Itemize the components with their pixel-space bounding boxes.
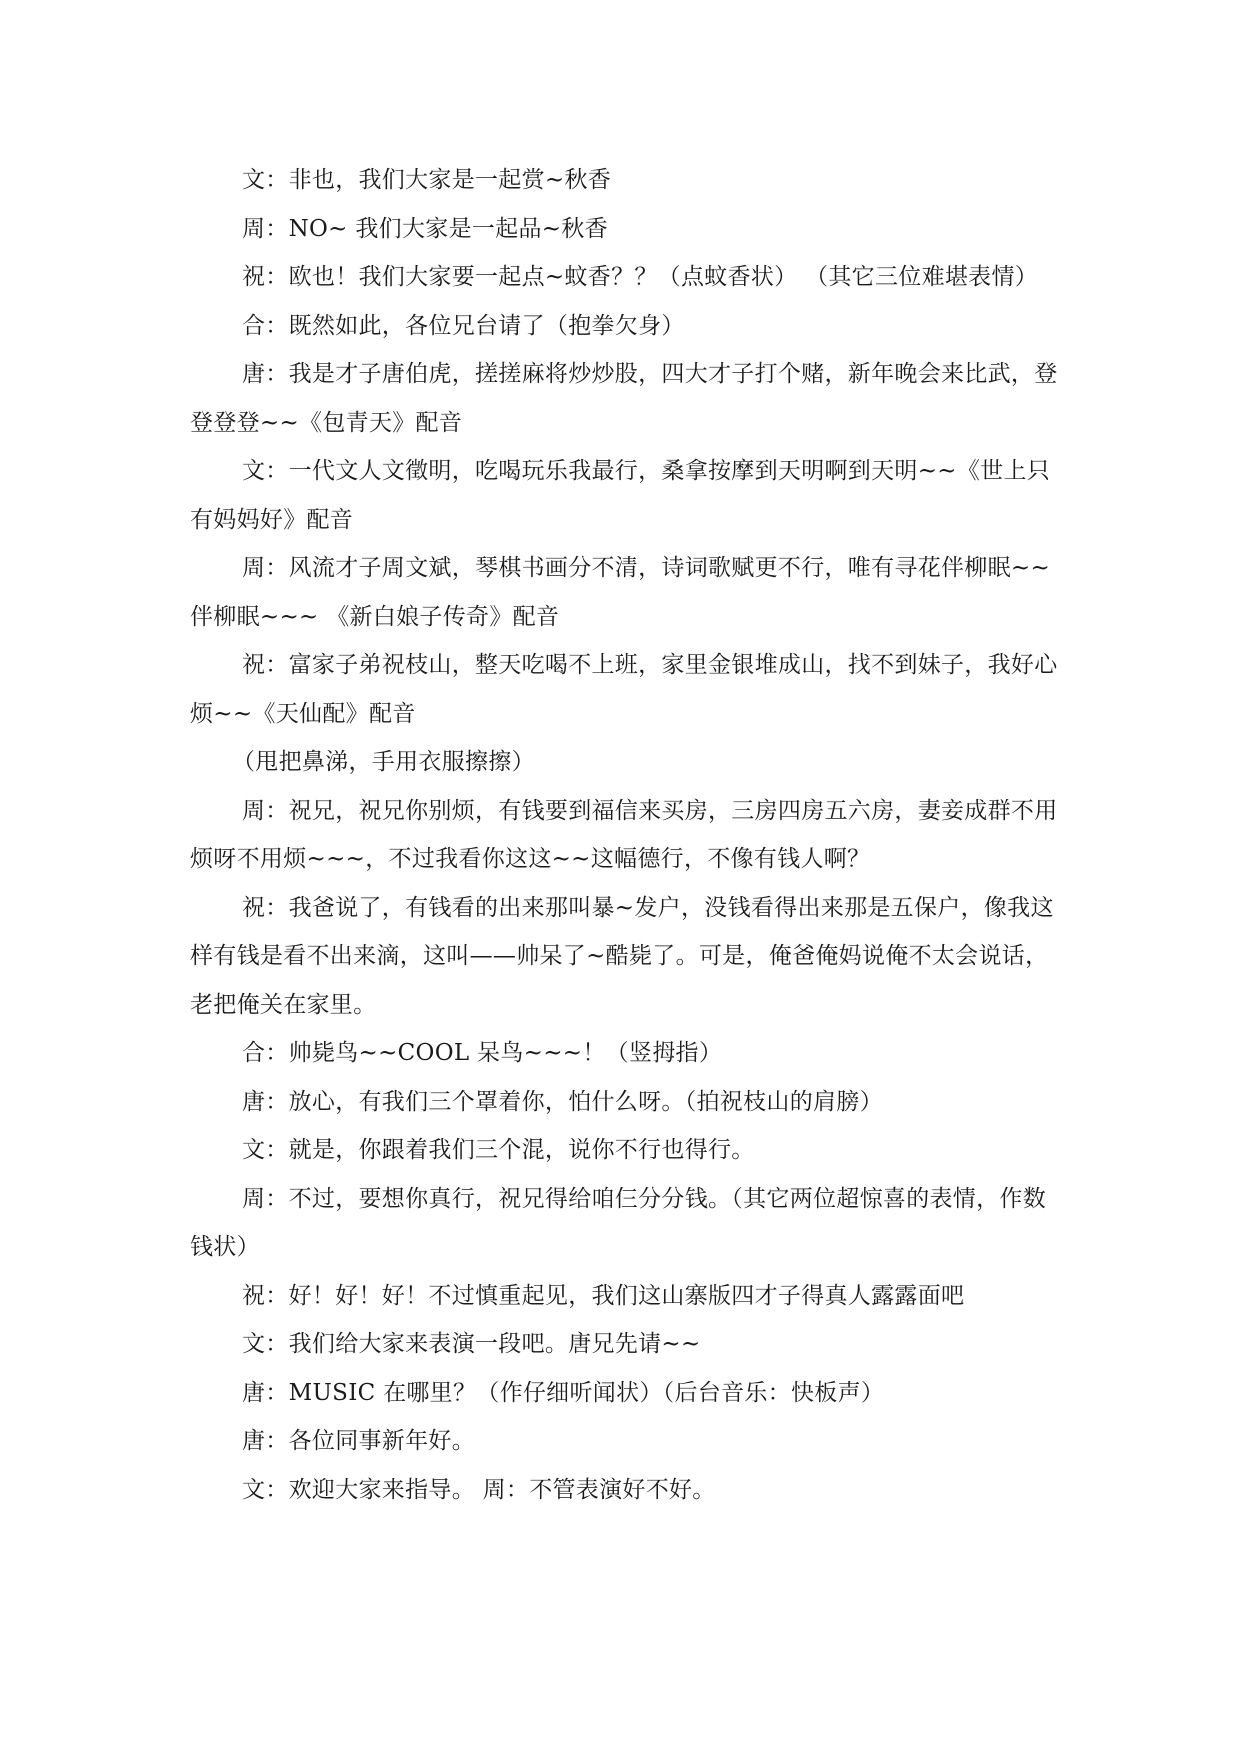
dialogue-line: 周：祝兄，祝兄你别烦，有钱要到福信来买房，三房四房五六房，妻妾成群不用烦呀不用烦~~~，不过我看你这这~~这幅德行，不像有钱人啊？ xyxy=(190,797,1058,872)
dialogue-line: 合：帅毙鸟~~COOL 呆鸟~~~！（竖拇指） xyxy=(242,1040,723,1066)
dialogue-line: 唐：放心，有我们三个罩着你，怕什么呀。（拍祝枝山的肩膀） xyxy=(242,1088,883,1115)
dialogue-line: 文：我们给大家来表演一段吧。唐兄先请~~ xyxy=(242,1331,701,1357)
dialogue-line: 祝：欧也！我们大家要一起点~蚊香？？（点蚊香状） （其它三位难堪表情） xyxy=(242,264,1039,290)
dialogue-line: 祝：好！好！好！不过慎重起见，我们这山寨版四才子得真人露露面吧 xyxy=(242,1282,965,1309)
dialogue-line: 周：NO~ 我们大家是一起品~秋香 xyxy=(242,215,608,242)
dialogue-line: 祝：我爸说了，有钱看的出来那叫暴~发户，没钱看得出来那是五保户，像我这样有钱是看不出来滴，这叫——帅呆了~酷毙了。可是，俺爸俺妈说俺不太会说话，老把俺关在家里。 xyxy=(190,894,1054,1018)
dialogue-line: 文：就是，你跟着我们三个混，说你不行也得行。 xyxy=(242,1137,755,1163)
dialogue-line: 文：一代文人文徵明，吃喝玩乐我最行，桑拿按摩到天明啊到天明~~《世上只有妈妈好》配音 xyxy=(190,458,1051,533)
dialogue-line: 唐：各位同事新年好。 xyxy=(242,1428,475,1454)
dialogue-line: 文：欢迎大家来指导。 周：不管表演好不好。 xyxy=(242,1476,716,1503)
script-body xyxy=(190,156,1062,1514)
dialogue-line: 祝：富家子弟祝枝山，整天吃喝不上班，家里金银堆成山，找不到妹子，我好心烦~~《天仙配》配音 xyxy=(190,652,1058,727)
dialogue-line: 合：既然如此，各位兄台请了（抱拳欠身） xyxy=(242,312,685,339)
dialogue-line: 周：不过，要想你真行，祝兄得给咱仨分分钱。（其它两位超惊喜的表情，作数钱状） xyxy=(190,1185,1046,1260)
dialogue-line: 唐：MUSIC 在哪里？（作仔细听闻状）（后台音乐：快板声） xyxy=(242,1379,885,1406)
dialogue-line: 周：风流才子周文斌，琴棋书画分不清，诗词歌赋更不行，唯有寻花伴柳眠~~伴柳眠~~~ 《新白娘子传奇》配音 xyxy=(190,555,1051,630)
dialogue-line: 文：非也，我们大家是一起赏~秋香 xyxy=(242,167,612,193)
stage-direction: （甩把鼻涕，手用衣服擦擦） xyxy=(232,749,535,775)
dialogue-line: 唐：我是才子唐伯虎，搓搓麻将炒炒股，四大才子打个赌，新年晚会来比武，登登登登~~《包青天》配音 xyxy=(190,361,1058,436)
